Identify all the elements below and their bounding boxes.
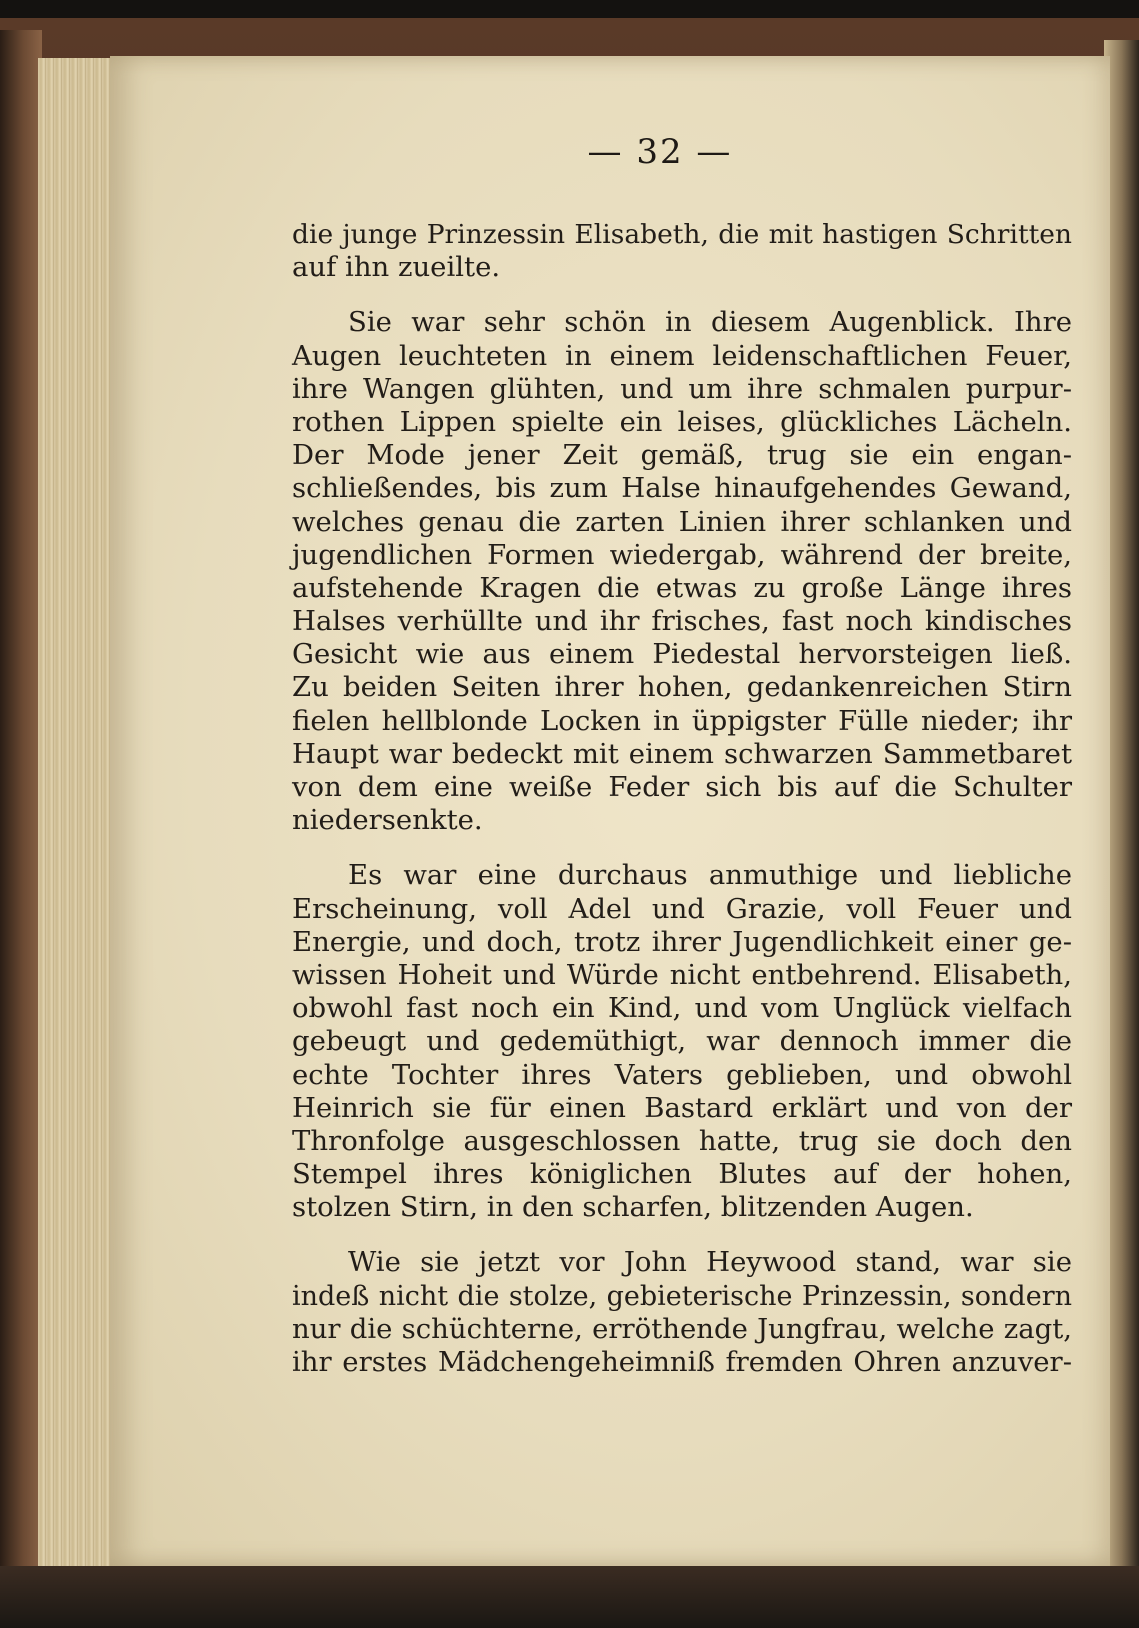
text-line: ihr erstes Mädchengeheimniß fremden Ohren anzuver- (292, 1346, 1072, 1378)
text-line: niedersenkte. (292, 804, 483, 837)
text-line: Augen leuchteten in einem leidenschaftlichen Feuer, (292, 339, 1072, 372)
page-body-text (292, 218, 1072, 1379)
text-line: Gesicht wie aus einem Piedestal hervorsteigen ließ. (292, 638, 1072, 671)
text-line: Es war eine durchaus anmuthige und liebliche (348, 859, 1072, 892)
paragraph-gap (292, 284, 1072, 306)
text-line: schließendes, bis zum Halse hinaufgehendes Gewand, (292, 472, 1072, 505)
text-line: Sie war sehr schön in diesem Augenblick. Ihre (348, 306, 1072, 339)
text-line: Stempel ihres königlichen Blutes auf der hohen, (292, 1158, 1072, 1191)
text-line: fielen hellblonde Locken in üppigster Fülle nieder; ihr (292, 704, 1072, 737)
text-line: Erscheinung, voll Adel und Grazie, voll Feuer und (292, 892, 1072, 925)
page-number-header: — 32 — (587, 132, 733, 172)
text-line: Haupt war bedeckt mit einem schwarzen Sammetbaret (292, 737, 1072, 770)
text-line: Energie, und doch, trotz ihrer Jugendlichkeit einer ge- (292, 925, 1072, 958)
book-spine (0, 30, 42, 1610)
text-line: gebeugt und gedemüthigt, war dennoch immer die (292, 1025, 1072, 1058)
text-line: ihre Wangen glühten, und um ihre schmalen purpur- (292, 372, 1072, 405)
paragraph-gap (292, 1224, 1072, 1246)
text-line: obwohl fast noch ein Kind, und vom Unglück vielfach (292, 992, 1072, 1025)
text-line: auf ihn zueilte. (292, 251, 501, 284)
text-line: echte Tochter ihres Vaters geblieben, und obwohl (292, 1058, 1072, 1091)
text-line: Der Mode jener Zeit gemäß, trug sie ein engan- (292, 439, 1072, 472)
text-line: von dem eine weiße Feder sich bis auf die Schulter (292, 771, 1072, 803)
text-line: stolzen Stirn, in den scharfen, blitzenden Augen. (292, 1191, 974, 1224)
text-line: Wie sie jetzt vor John Heywood stand, war sie (348, 1246, 1072, 1279)
text-line: die junge Prinzessin Elisabeth, die mit hastigen Schritten (292, 219, 1072, 250)
text-line: indeß nicht die stolze, gebieterische Prinzessin, sondern (292, 1280, 1072, 1312)
text-line: Heinrich sie für einen Bastard erklärt und von der (292, 1091, 1072, 1124)
text-line: jugendlichen Formen wiedergab, während der breite, (292, 538, 1072, 571)
text-line: Zu beiden Seiten ihrer hohen, gedankenreichen Stirn (292, 671, 1072, 704)
text-line: Thronfolge ausgeschlossen hatte, trug sie doch den (292, 1124, 1072, 1157)
paragraph-gap (292, 837, 1072, 859)
text-line: rothen Lippen spielte ein leises, glückliches Lächeln. (292, 405, 1072, 438)
text-line: nur die schüchterne, erröthende Jungfrau, welche zagt, (292, 1312, 1072, 1345)
text-line: welches genau die zarten Linien ihrer schlanken und (292, 505, 1072, 538)
scan-background-bottom (0, 1566, 1139, 1628)
text-line: wissen Hoheit und Würde nicht entbehrend. Elisabeth, (292, 958, 1072, 991)
text-line: Halses verhüllte und ihr frisches, fast noch kindisches (292, 605, 1072, 638)
text-line: aufstehende Kragen die etwas zu große Länge ihres (292, 571, 1072, 604)
